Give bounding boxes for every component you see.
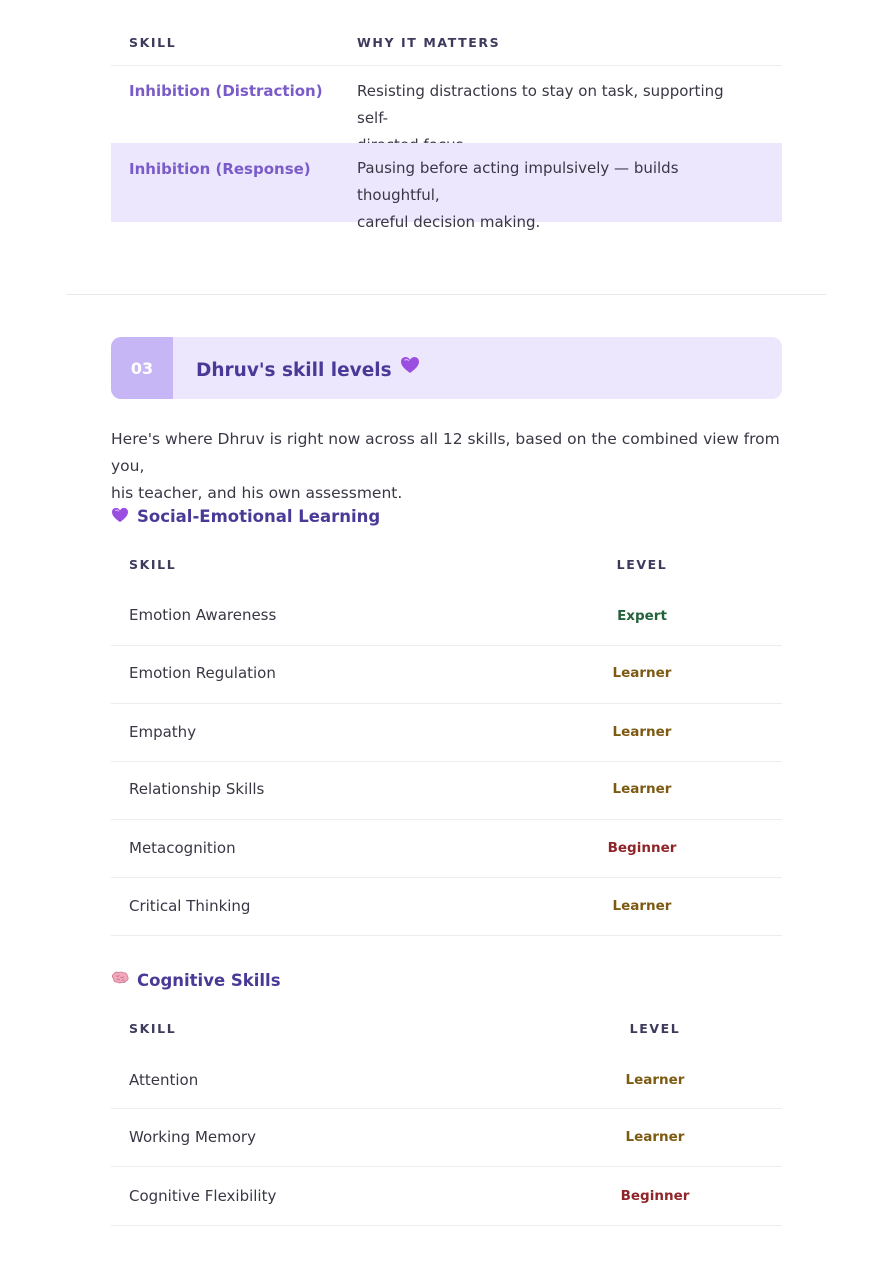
section-header: [111, 337, 782, 399]
category-title-cognitive: Cognitive Skills: [137, 971, 281, 990]
purple-heart-icon: [400, 356, 420, 374]
level-badge: Learner: [625, 1072, 685, 1088]
level-badge: Beginner: [607, 840, 677, 856]
col-header-skill: SKILL: [129, 35, 177, 50]
col-header-skill: SKILL: [129, 557, 177, 572]
row-divider: [111, 819, 782, 820]
skill-name: Emotion Regulation: [129, 664, 276, 682]
row-divider: [111, 645, 782, 646]
level-badge: Learner: [612, 781, 672, 797]
skill-description: Resisting distractions to stay on task, supporting self-: [357, 82, 724, 127]
skill-name: Working Memory: [129, 1128, 256, 1146]
level-badge: Learner: [612, 724, 672, 740]
row-divider: [111, 1225, 782, 1226]
level-badge: Learner: [612, 665, 672, 681]
purple-heart-icon: [111, 507, 129, 523]
section-number-badge: 03: [111, 337, 173, 399]
skill-name: Inhibition (Response): [129, 160, 311, 178]
col-header-level: LEVEL: [616, 557, 668, 572]
section-title: Dhruv's skill levels: [196, 356, 420, 381]
section-divider: [66, 294, 826, 295]
row-divider: [111, 703, 782, 704]
skill-name: Inhibition (Distraction): [129, 82, 323, 100]
row-divider: [111, 1166, 782, 1167]
brain-icon: [111, 971, 129, 986]
skill-name: Cognitive Flexibility: [129, 1187, 277, 1205]
level-badge: Expert: [617, 608, 667, 624]
row-divider: [111, 1108, 782, 1109]
level-badge: Beginner: [620, 1188, 690, 1204]
level-badge: Learner: [612, 898, 672, 914]
row-divider: [111, 65, 782, 66]
category-title-sel: Social-Emotional Learning: [137, 507, 381, 526]
row-divider: [111, 761, 782, 762]
level-badge: Learner: [625, 1129, 685, 1145]
skill-name: Metacognition: [129, 839, 236, 857]
row-divider: [111, 935, 782, 936]
skill-name: Emotion Awareness: [129, 606, 277, 624]
skill-name: Attention: [129, 1071, 199, 1089]
skill-description: Pausing before acting impulsively — builds thoughtful, careful decision making.: [357, 159, 679, 231]
col-header-skill: SKILL: [129, 1021, 177, 1036]
col-header-why-it-matters: WHY IT MATTERS: [357, 35, 501, 50]
section-intro: Here's where Dhruv is right now across all 12 skills, based on the combined view from you, his teacher, and his own assessment.: [111, 430, 780, 502]
skill-name: Critical Thinking: [129, 897, 251, 915]
row-divider: [111, 877, 782, 878]
skill-name: Relationship Skills: [129, 780, 265, 798]
skill-name: Empathy: [129, 723, 197, 741]
col-header-level: LEVEL: [629, 1021, 681, 1036]
